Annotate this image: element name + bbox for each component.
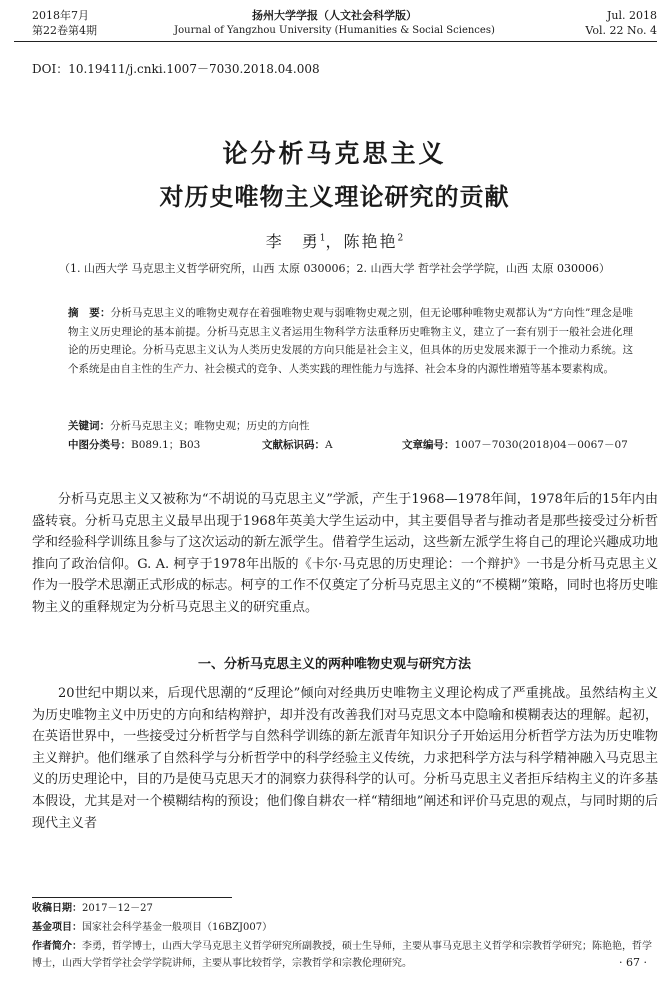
volume-issue: 第22卷第4期 (32, 24, 97, 37)
author-separator: ， (325, 232, 344, 251)
footnote-rule (32, 897, 232, 898)
author-2: 陈艳艳 (343, 232, 398, 251)
clc-value: B089.1；B03 (131, 439, 201, 451)
abstract (68, 304, 633, 378)
journal-name-cn: 扬州大学学报（人文社会科学版） (252, 9, 417, 22)
affiliations: （1. 山西大学 马克思主义哲学研究所，山西 太原 030006；2. 山西大学 哲学社会学学院，山西 太原 030006） (59, 262, 610, 275)
fund-label: 基金项目： (32, 922, 82, 933)
journal-name-en: Journal of Yangzhou University (Humanities & Social Sciences) (174, 25, 495, 36)
clc-label: 中图分类号： (68, 439, 131, 451)
received-value: 2017－12－27 (82, 903, 153, 914)
title-line-2: 对历史唯物主义理论研究的贡献 (159, 183, 510, 211)
author-list (0, 229, 669, 252)
keywords (68, 418, 633, 433)
footnote-fund (32, 919, 658, 936)
article-number (402, 437, 628, 452)
document-code (262, 437, 333, 452)
author-bio-label: 作者简介： (32, 941, 82, 952)
abstract-text: 分析马克思主义的唯物史观存在着强唯物史观与弱唯物史观之别，但无论哪种唯物史观都认为“方向性”理念是唯物主义历史理论的基本前提。分析马克思主义者运用生物科学方法重释历史唯物主义，建立了一套有别于一般社会进化理论的历史理论。分析马克思主义认为人类历史发展的方向只能是社会主义，但具体的历史发展来源于一个推动力系统。这个系统是由自主性的生产力、社会模式的竞争、人类实践的理性能力与选择、社会本身的内源性增殖等基本要素构成。 (68, 307, 634, 375)
keywords-text: 分析马克思主义；唯物史观；历史的方向性 (110, 420, 310, 432)
section-heading-1: 一、分析马克思主义的两种唯物史观与研究方法 (197, 657, 471, 672)
abstract-label: 摘 要： (68, 307, 111, 319)
footnote-author-bio (32, 938, 658, 972)
title-line-1: 论分析马克思主义 (222, 139, 447, 168)
received-label: 收稿日期： (32, 903, 82, 914)
article-number-label: 文章编号： (402, 439, 455, 451)
author-2-affil-mark: 2 (397, 233, 404, 244)
issue-date: 2018年7月 (32, 9, 89, 22)
author-1-affil-mark: 1 (319, 233, 326, 244)
article-number-value: 1007－7030(2018)04－0067－07 (454, 439, 628, 451)
footnote-received (32, 900, 658, 917)
fund-value: 国家社会科学基金一般项目（16BZJ007） (82, 922, 273, 933)
doc-code-value: A (325, 439, 333, 451)
page-number: · 67 · (619, 956, 647, 969)
header-rule (14, 41, 657, 42)
author-bio-value: 李勇，哲学博士，山西大学马克思主义哲学研究所副教授，硕士生导师，主要从事马克思主义哲学和宗教哲学研究；陈艳艳，哲学博士，山西大学哲学社会学学院讲师，主要从事比较哲学，宗教哲学和宗教伦理研究。 (32, 941, 652, 969)
keywords-label: 关键词： (68, 420, 110, 432)
clc-number (68, 437, 200, 452)
author-1: 李 勇 (265, 232, 320, 251)
body-paragraph-1: 分析马克思主义又被称为“不胡说的马克思主义”学派，产生于1968—1978年间，1978年后的15年内由盛转衰。分析马克思主义最早出现于1968年英美大学生运动中，其主要倡导者与推动者是那些接受过分析哲学和经验科学训练且参与了这次运动的新左派学生。借着学生运动，这些新左派学生将自己的理论兴趣成功地推向了政治信仰。G. A. 柯亨于1978年出版的《卡尔·马克思的历史理论：一个辩护》一书是分析马克思主义作为一股学术思潮正式形成的标志。柯亨的工作不仅奠定了分析马克思主义的“不模糊”策略，同时也将历史唯物主义的重释规定为分析马克思主义的研究重点。 (32, 492, 658, 615)
doi[interactable]: DOI：10.19411/j.cnki.1007－7030.2018.04.008 (32, 62, 320, 76)
body-paragraph-2: 20世纪中期以来，后现代思潮的“反理论”倾向对经典历史唯物主义理论构成了严重挑战。虽然结构主义为历史唯物主义中历史的方向和结构辩护，却并没有改善我们对马克思文本中隐喻和模糊表达的理解。起初，在英语世界中，一些接受过分析哲学与自然科学训练的新左派青年知识分子开始运用分析哲学方法为历史唯物主义辩护。他们继承了自然科学与分析哲学中的科学经验主义传统，力求把科学方法与科学精神融入马克思主义的历史理论中，目的乃是使马克思天才的洞察力获得科学的认可。分析马克思主义者拒斥结构主义的许多基本假设，尤其是对一个模糊结构的预设；他们像自耕农一样“精细地”阐述和评价马克思的观点，与同时期的后现代主义者 (32, 686, 658, 831)
volume-issue-en: Vol. 22 No. 4 (585, 24, 657, 37)
running-header-center (0, 8, 669, 38)
doc-code-label: 文献标识码： (262, 439, 325, 451)
running-header-right (585, 8, 657, 38)
issue-date-en: Jul. 2018 (607, 9, 657, 22)
